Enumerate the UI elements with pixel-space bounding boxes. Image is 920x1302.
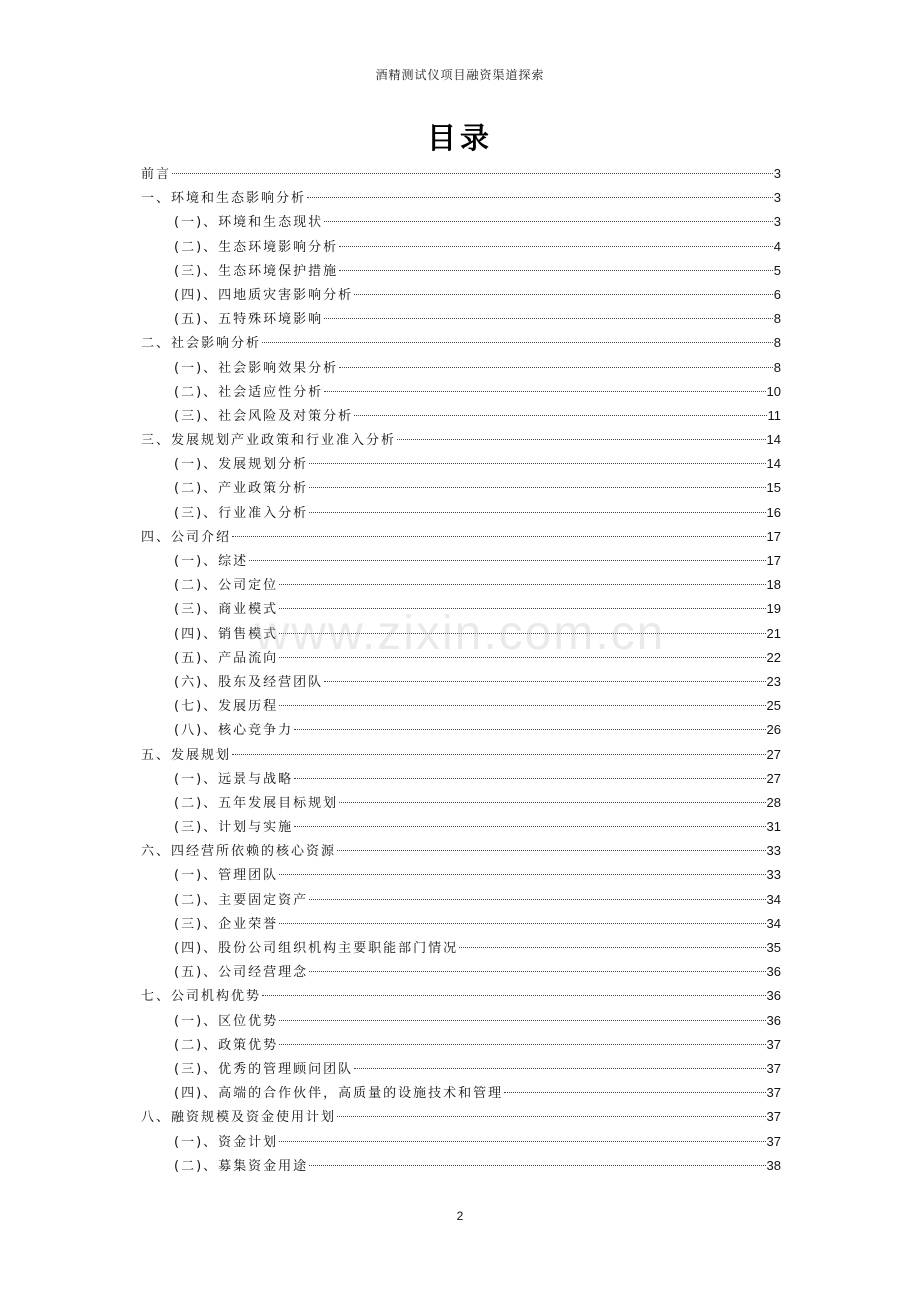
- toc-subentry[interactable]: [141, 259, 781, 283]
- toc-subentry[interactable]: [141, 210, 781, 234]
- toc-dot-leader: [294, 729, 765, 730]
- toc-subentry[interactable]: [141, 1154, 781, 1178]
- toc-subentry[interactable]: [141, 404, 781, 428]
- running-header: 酒精测试仪项目融资渠道探索: [375, 68, 545, 82]
- page-title: 目录: [426, 121, 493, 155]
- toc-subentry[interactable]: [141, 1033, 781, 1057]
- toc-entry-label: (三)、行业准入分析: [174, 505, 309, 521]
- toc-dot-leader: [279, 923, 765, 924]
- toc-subentry[interactable]: [141, 694, 781, 718]
- toc-dot-leader: [339, 270, 773, 271]
- toc-entry-page: 37: [766, 1085, 781, 1101]
- toc-entry-label: 二、社会影响分析: [141, 336, 262, 352]
- toc-subentry[interactable]: [141, 356, 781, 380]
- toc-entry-label: 七、公司机构优势: [141, 989, 262, 1005]
- toc-entry-page: 3: [773, 166, 781, 181]
- toc-entry[interactable]: [141, 186, 781, 210]
- toc-entry-label: 四、公司介绍: [141, 529, 232, 545]
- toc-subentry[interactable]: [141, 573, 781, 597]
- toc-subentry[interactable]: [141, 597, 781, 621]
- toc-entry-page: 33: [766, 867, 781, 883]
- toc-dot-leader: [324, 681, 765, 682]
- toc-entry[interactable]: [141, 839, 781, 863]
- toc-entry-label: (一)、环境和生态现状: [174, 215, 324, 231]
- toc-dot-leader: [232, 754, 766, 755]
- toc-subentry[interactable]: [141, 888, 781, 912]
- toc-entry-label: (八)、核心竞争力: [174, 723, 294, 739]
- toc-dot-leader: [337, 850, 766, 851]
- toc-dot-leader: [337, 1116, 766, 1117]
- toc-entry[interactable]: [141, 428, 781, 452]
- toc-entry-label: 一、环境和生态影响分析: [141, 191, 307, 207]
- page-number: 2: [456, 1209, 464, 1223]
- toc-entry-page: 28: [766, 794, 781, 810]
- toc-dot-leader: [324, 391, 765, 392]
- toc-entry-page: 36: [766, 988, 781, 1004]
- toc-dot-leader: [172, 173, 773, 174]
- toc-entry-page: 33: [766, 843, 781, 859]
- toc-entry-label: (三)、计划与实施: [174, 820, 294, 836]
- toc-dot-leader: [309, 512, 765, 513]
- toc-subentry[interactable]: [141, 283, 781, 307]
- toc-subentry[interactable]: [141, 1081, 781, 1105]
- toc-entry-page: 14: [766, 432, 781, 448]
- toc-subentry[interactable]: [141, 767, 781, 791]
- toc-dot-leader: [279, 1141, 765, 1142]
- toc-subentry[interactable]: [141, 1057, 781, 1081]
- toc-entry-page: 3: [773, 214, 781, 230]
- toc-entry-page: 23: [766, 673, 781, 689]
- toc-entry-label: (一)、管理团队: [174, 868, 279, 884]
- toc-subentry[interactable]: [141, 718, 781, 742]
- toc-entry-page: 31: [766, 819, 781, 835]
- toc-entry-label: (五)、产品流向: [174, 650, 279, 666]
- toc-entry-label: (三)、社会风险及对策分析: [174, 408, 354, 424]
- toc-subentry[interactable]: [141, 936, 781, 960]
- toc-entry-label: (一)、综述: [174, 554, 249, 569]
- toc-entry[interactable]: [141, 984, 781, 1008]
- toc-entry-page: 35: [766, 940, 781, 955]
- toc-dot-leader: [307, 197, 773, 198]
- toc-subentry[interactable]: [141, 622, 781, 646]
- toc-entry-label: (二)、募集资金用途: [174, 1158, 309, 1174]
- toc-subentry[interactable]: [141, 501, 781, 525]
- toc-dot-leader: [279, 608, 765, 609]
- toc-dot-leader: [309, 1165, 765, 1166]
- toc-entry-label: (四)、高端的合作伙伴，高质量的设施技术和管理: [174, 1086, 504, 1102]
- toc-dot-leader: [339, 367, 773, 368]
- toc-entry-label: (三)、商业模式: [174, 602, 279, 618]
- toc-dot-leader: [354, 294, 773, 295]
- toc-dot-leader: [279, 1044, 765, 1045]
- toc-dot-leader: [249, 560, 765, 561]
- toc-entry[interactable]: [141, 1105, 781, 1129]
- toc-dot-leader: [324, 221, 773, 222]
- toc-entry-page: 10: [766, 383, 781, 399]
- toc-subentry[interactable]: [141, 452, 781, 476]
- watermark: www.zixin.com.cn: [254, 607, 666, 660]
- toc-dot-leader: [262, 995, 766, 996]
- toc-entry-page: 22: [766, 649, 781, 665]
- toc-dot-leader: [262, 342, 773, 343]
- toc-entry-page: 36: [766, 964, 781, 980]
- toc-entry-label: (二)、产业政策分析: [174, 481, 309, 497]
- toc-entry-page: 17: [766, 553, 781, 568]
- toc-entry-page: 8: [773, 359, 781, 375]
- toc-subentry[interactable]: [141, 476, 781, 500]
- toc-dot-leader: [309, 971, 765, 972]
- toc-subentry[interactable]: [141, 960, 781, 984]
- toc-subentry[interactable]: [141, 912, 781, 936]
- toc-entry-label: (一)、区位优势: [174, 1013, 279, 1029]
- toc-entry[interactable]: [141, 743, 781, 767]
- toc-entry-page: 27: [766, 746, 781, 762]
- toc-entry-label: (二)、五年发展目标规划: [174, 795, 339, 811]
- toc-entry-label: (三)、优秀的管理顾问团队: [174, 1061, 354, 1077]
- toc-dot-leader: [339, 802, 765, 803]
- toc-entry-label: (三)、生态环境保护措施: [174, 263, 339, 279]
- toc-entry-page: 34: [766, 891, 781, 907]
- toc-entry-page: 4: [773, 238, 781, 254]
- toc-entry-label: (二)、政策优势: [174, 1037, 279, 1053]
- toc-subentry[interactable]: [141, 646, 781, 670]
- toc-dot-leader: [279, 657, 765, 658]
- toc-dot-leader: [324, 318, 773, 319]
- toc-entry-page: 25: [766, 698, 781, 714]
- toc-entry-page: 3: [773, 190, 781, 206]
- toc-dot-leader: [309, 899, 765, 900]
- toc-entry-label: (一)、社会影响效果分析: [174, 360, 339, 376]
- toc-entry-label: (二)、主要固定资产: [174, 892, 309, 908]
- toc-dot-leader: [309, 463, 765, 464]
- toc-entry-page: 19: [766, 601, 781, 617]
- toc-entry-page: 17: [766, 528, 781, 544]
- toc-entry-page: 8: [773, 311, 781, 327]
- toc-entry[interactable]: [141, 525, 781, 549]
- toc-entry-label: 前言: [141, 167, 172, 182]
- toc-dot-leader: [459, 947, 765, 948]
- toc-entry-page: 21: [766, 625, 781, 641]
- toc-entry-label: (三)、企业荣誉: [174, 916, 279, 932]
- toc-dot-leader: [279, 633, 765, 634]
- toc-entry-label: 五、发展规划: [141, 747, 232, 763]
- toc-dot-leader: [232, 536, 766, 537]
- toc-dot-leader: [309, 487, 765, 488]
- toc-subentry[interactable]: [141, 307, 781, 331]
- toc-entry-page: 5: [773, 262, 781, 278]
- toc-subentry[interactable]: [141, 380, 781, 404]
- toc-entry-page: 6: [773, 286, 781, 302]
- toc-dot-leader: [354, 415, 766, 416]
- toc-entry-label: (六)、股东及经营团队: [174, 674, 324, 690]
- toc-entry-page: 8: [773, 335, 781, 351]
- toc-dot-leader: [354, 1068, 765, 1069]
- toc-entry-page: 11: [767, 407, 781, 423]
- toc-dot-leader: [279, 584, 765, 585]
- toc-entry-label: (一)、远景与战略: [174, 771, 294, 787]
- toc-entry-page: 14: [766, 456, 781, 472]
- toc-dot-leader: [294, 826, 765, 827]
- toc-entry-label: (二)、社会适应性分析: [174, 384, 324, 400]
- toc-entry-page: 36: [766, 1012, 781, 1028]
- table-of-contents: [141, 162, 781, 1178]
- toc-dot-leader: [339, 246, 773, 247]
- toc-entry-label: (一)、发展规划分析: [174, 457, 309, 473]
- toc-entry-page: 37: [766, 1133, 781, 1149]
- toc-entry-label: (二)、公司定位: [174, 578, 279, 594]
- toc-entry-label: (七)、发展历程: [174, 699, 279, 715]
- toc-dot-leader: [279, 705, 765, 706]
- toc-entry-label: 六、四经营所依赖的核心资源: [141, 844, 337, 860]
- toc-subentry[interactable]: [141, 1130, 781, 1154]
- toc-dot-leader: [294, 778, 765, 779]
- toc-entry-page: 15: [766, 480, 781, 496]
- toc-entry-page: 37: [766, 1109, 781, 1125]
- toc-dot-leader: [279, 1020, 765, 1021]
- toc-entry[interactable]: [141, 162, 781, 186]
- toc-entry-label: (五)、五特殊环境影响: [174, 312, 324, 328]
- toc-subentry[interactable]: [141, 670, 781, 694]
- toc-entry-label: 三、发展规划产业政策和行业准入分析: [141, 433, 397, 449]
- toc-entry-label: (四)、销售模式: [174, 626, 279, 642]
- toc-subentry[interactable]: [141, 815, 781, 839]
- toc-entry-page: 34: [766, 915, 781, 931]
- toc-entry-label: 八、融资规模及资金使用计划: [141, 1110, 337, 1126]
- toc-entry-label: (一)、资金计划: [174, 1134, 279, 1150]
- toc-entry-page: 37: [766, 1036, 781, 1052]
- toc-subentry[interactable]: [141, 1009, 781, 1033]
- toc-dot-leader: [504, 1092, 765, 1093]
- toc-subentry[interactable]: [141, 863, 781, 887]
- toc-dot-leader: [279, 874, 765, 875]
- toc-entry-label: (四)、四地质灾害影响分析: [174, 287, 354, 303]
- toc-entry-page: 16: [766, 504, 781, 520]
- toc-subentry[interactable]: [141, 791, 781, 815]
- toc-entry-label: (二)、生态环境影响分析: [174, 239, 339, 255]
- toc-entry-page: 27: [766, 770, 781, 786]
- toc-entry-page: 26: [766, 722, 781, 738]
- toc-entry[interactable]: [141, 331, 781, 355]
- toc-entry-page: 37: [766, 1060, 781, 1076]
- toc-entry-label: (五)、公司经营理念: [174, 965, 309, 981]
- toc-dot-leader: [397, 439, 766, 440]
- toc-subentry[interactable]: [141, 549, 781, 573]
- toc-entry-page: 18: [766, 577, 781, 593]
- toc-subentry[interactable]: [141, 235, 781, 259]
- toc-entry-page: 38: [766, 1157, 781, 1173]
- toc-entry-label: (四)、股份公司组织机构主要职能部门情况: [174, 941, 459, 956]
